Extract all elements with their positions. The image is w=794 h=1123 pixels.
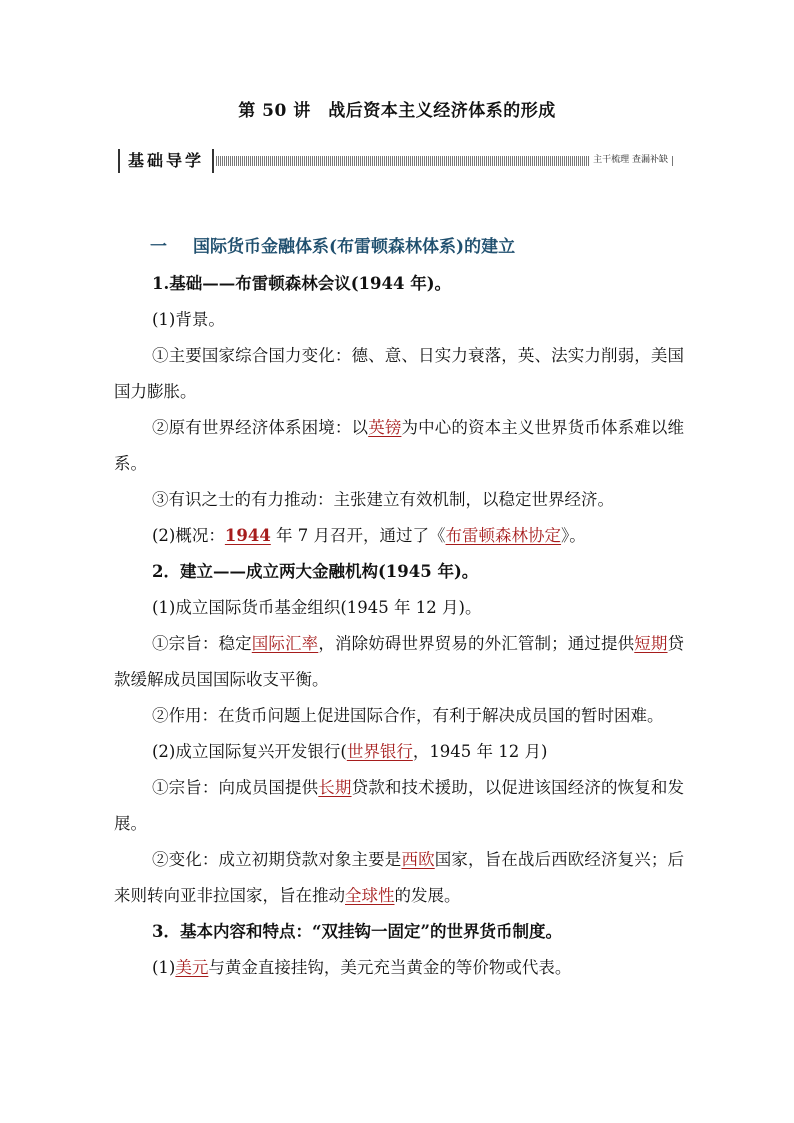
item-3-heading: 3．基本内容和特点：“双挂钩一固定”的世界货币制度。 [152, 922, 562, 941]
background-point-3: ③有识之士的有力推动：主张建立有效机制，以稳定世界经济。 [152, 490, 614, 509]
banner-tag: 主干梳理 查漏补缺 [589, 152, 672, 168]
imf-heading: (1)成立国际货币基金组织(1945 年 12 月)。 [152, 598, 482, 617]
banner-label: 基础导学 [118, 149, 214, 173]
background-point-1: ①主要国家综合国力变化：德、意、日实力衰落，英、法实力削弱，美国国力膨胀。 [114, 346, 684, 401]
section-banner [118, 149, 674, 175]
keyword: 美元 [175, 958, 209, 977]
item-background: (1)背景。 [152, 310, 225, 329]
keyword: 布雷顿森林协定 [445, 526, 562, 545]
page-title: 第 50 讲 战后资本主义经济体系的形成 [238, 101, 556, 121]
keyword: 英镑 [368, 418, 402, 437]
keyword: 全球性 [345, 886, 395, 905]
keyword: 长期 [318, 778, 352, 797]
item-overview: (2)概况：1944 年 7 月召开，通过了《布雷顿森林协定》。 [152, 526, 586, 545]
keyword: 1944 [224, 526, 271, 545]
section-heading-text: 国际货币金融体系(布雷顿森林体系)的建立 [193, 237, 516, 257]
item-2-heading: 2．建立——成立两大金融机构(1945 年)。 [152, 562, 479, 581]
background-point-2: ②原有世界经济体系困境：以英镑为中心的资本主义世界货币体系难以维系。 [114, 418, 685, 473]
ibrd-change: ②变化：成立初期贷款对象主要是西欧国家，旨在战后西欧经济复兴；后来则转向亚非拉国家，旨在推动全球性的发展。 [114, 850, 685, 905]
section-number: 一 [150, 237, 167, 257]
document-body [114, 266, 684, 986]
imf-role: ②作用：在货币问题上促进国际合作，有利于解决成员国的暂时困难。 [152, 706, 664, 725]
item-1-heading: 1.基础——布雷顿森林会议(1944 年)。 [152, 274, 452, 293]
section-heading [150, 232, 515, 257]
content-point-1: (1)美元与黄金直接挂钩，美元充当黄金的等价物或代表。 [152, 958, 572, 977]
keyword: 世界银行 [346, 742, 413, 761]
ibrd-purpose: ①宗旨：向成员国提供长期贷款和技术援助，以促进该国经济的恢复和发展。 [114, 778, 685, 833]
keyword: 国际汇率 [251, 634, 319, 653]
ibrd-heading: (2)成立国际复兴开发银行(世界银行，1945 年 12 月) [152, 742, 548, 761]
keyword: 短期 [634, 634, 668, 653]
imf-purpose: ①宗旨：稳定国际汇率，消除妨碍世界贸易的外汇管制；通过提供短期贷款缓解成员国国际收支平衡。 [114, 634, 685, 689]
keyword: 西欧 [401, 850, 435, 869]
